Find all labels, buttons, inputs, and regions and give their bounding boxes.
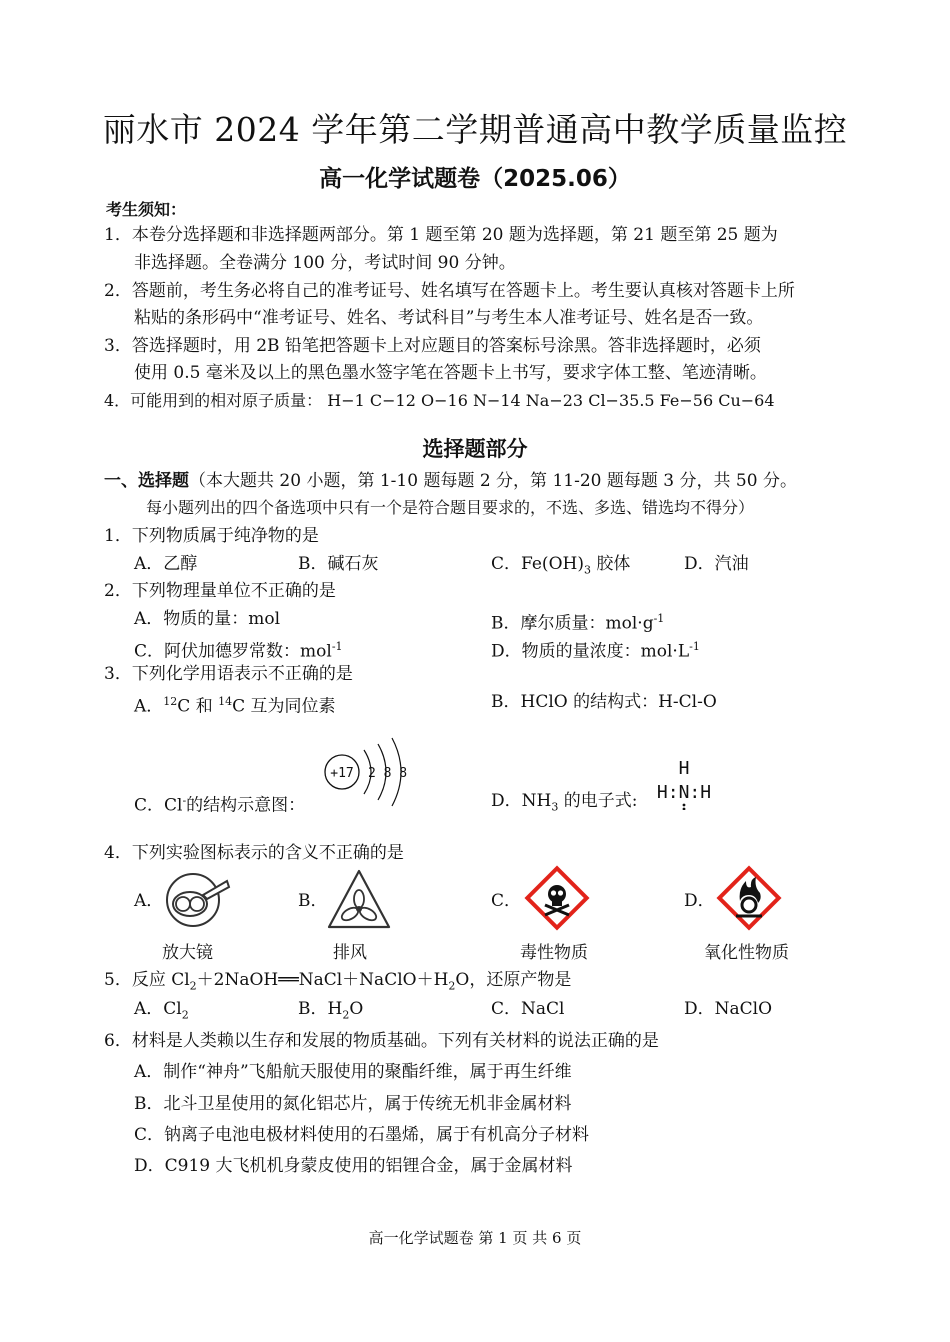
q3-c-post: 的结构示意图： — [186, 795, 306, 816]
q2-option-d — [491, 636, 700, 663]
q5-option-c: C．NaCl — [491, 999, 565, 1019]
q2-d-text: D．物质的量浓度：mol·L — [491, 641, 690, 662]
part-intro — [104, 470, 797, 492]
q3-d-post: 的电子式: — [558, 791, 638, 811]
q3-a-label: A． — [134, 696, 164, 717]
q3-option-a — [134, 691, 336, 718]
q5-option-b — [298, 998, 363, 1026]
q3-a-post: C 互为同位素 — [232, 696, 336, 717]
q5-stem-1: 5．反应 Cl — [104, 970, 190, 990]
q1-option-c — [491, 553, 630, 581]
part-desc-1: （本大题共 20 小题，第 1-10 题每题 2 分，第 11-20 题每题 3 分，共 50 分。 — [189, 471, 797, 491]
q6-option-c: C．钠离子电池电极材料使用的石墨烯，属于有机高分子材料 — [134, 1125, 590, 1145]
q3-d-sub: 3 — [551, 800, 559, 814]
q1-c-sub: 3 — [583, 563, 591, 577]
q4-label-a: A． — [134, 891, 164, 911]
q4-label-c: C． — [491, 891, 522, 911]
q1-option-b: B．碱石灰 — [298, 554, 379, 574]
lewis-lone-pair-dot — [683, 808, 686, 810]
ammonia-electron-formula — [648, 752, 718, 810]
q2-option-b — [491, 608, 664, 635]
q3-a-mid: C 和 — [177, 696, 219, 717]
q2-option-c — [134, 636, 343, 663]
q3-d-text: D．NH — [491, 791, 552, 811]
lewis-top-h: H — [678, 758, 690, 779]
q6-stem: 6．材料是人类赖以生存和发展的物质基础。下列有关材料的说法正确的是 — [104, 1031, 659, 1051]
q2-b-text: B．摩尔质量：mol·g — [491, 613, 654, 634]
q2-option-a: A．物质的量：mol — [134, 609, 281, 629]
notice-line-7: 4．可能用到的相对原子质量： H−1 C−12 O−16 N−14 Na−23 Cl−35.5 Fe−56 Cu−64 — [104, 391, 775, 410]
q2-c-text: C．阿伏加德罗常数：mol — [134, 641, 332, 662]
notice-heading: 考生须知： — [106, 200, 187, 219]
exhaust-fan-icon — [326, 867, 392, 933]
q1-stem: 1．下列物质属于纯净物的是 — [104, 526, 319, 546]
q3-a-sup2: 14 — [218, 695, 233, 708]
q6-option-d: D．C919 大飞机机身蒙皮使用的铝锂合金，属于金属材料 — [134, 1156, 573, 1176]
q4-caption-c: 毒性物质 — [520, 943, 588, 963]
notice-line-5: 3．答选择题时，用 2B 铅笔把答题卡上对应题目的答案标号涂黑。答非选择题时，必须 — [104, 336, 761, 356]
part-label: 一、选择题 — [104, 471, 189, 491]
magnifier-icon — [165, 867, 231, 933]
lewis-lone-pair-dot — [683, 804, 686, 807]
shell-electron-counts: 2 8 8 — [368, 766, 408, 781]
q4-caption-d: 氧化性物质 — [704, 943, 789, 963]
q5-a-sub: 2 — [181, 1008, 189, 1022]
q5-option-a — [134, 998, 189, 1026]
q5-stem-sub2: 2 — [448, 979, 456, 993]
q3-stem: 3．下列化学用语表示不正确的是 — [104, 664, 353, 684]
q4-label-d: D． — [684, 891, 715, 911]
exam-subtitle: 高一化学试题卷（2025.06） — [319, 166, 631, 192]
q5-a-text: A．Cl — [134, 999, 182, 1019]
q5-stem-sub1: 2 — [189, 979, 197, 993]
oxidizer-flame-icon — [716, 865, 782, 931]
q6-option-b: B．北斗卫星使用的氮化铝芯片，属于传统无机非金属材料 — [134, 1094, 572, 1114]
q3-c-sup: - — [182, 794, 187, 807]
q5-option-d: D．NaClO — [684, 999, 773, 1019]
q2-stem: 2．下列物理量单位不正确的是 — [104, 581, 336, 601]
section-title: 选择题部分 — [422, 437, 528, 461]
lewis-middle-row: H:N:H — [656, 782, 712, 803]
q1-option-d: D．汽油 — [684, 554, 749, 574]
page-footer: 高一化学试题卷 第 1 页 共 6 页 — [368, 1229, 582, 1247]
q1-option-a: A．乙醇 — [134, 554, 198, 574]
q4-caption-a: 放大镜 — [162, 943, 213, 963]
q4-caption-b: 排风 — [333, 943, 367, 963]
toxic-skull-icon — [524, 865, 590, 931]
notice-line-2: 非选择题。全卷满分 100 分，考试时间 90 分钟。 — [134, 253, 516, 273]
notice-line-6: 使用 0.5 毫米及以上的黑色墨水签字笔在答题卡上书写，要求字体工整、笔迹清晰。 — [134, 363, 767, 383]
notice-line-4: 粘贴的条形码中“准考证号、姓名、考试科目”与考生本人准考证号、姓名是否一致。 — [134, 308, 764, 328]
q5-b-text: B．H — [298, 999, 343, 1019]
q1-c-post: 胶体 — [590, 554, 631, 574]
q5-b-sub: 2 — [342, 1008, 350, 1022]
q3-a-sup1: 12 — [163, 695, 178, 708]
q2-d-sup: -1 — [689, 640, 700, 653]
q3-option-b: B．HClO 的结构式：H-Cl-O — [491, 692, 717, 712]
q5-stem-3: O，还原产物是 — [455, 970, 572, 990]
q4-stem: 4．下列实验图标表示的含义不正确的是 — [104, 843, 404, 863]
q2-c-sup: -1 — [331, 640, 343, 653]
exam-title: 丽水市 2024 学年第二学期普通高中教学质量监控 — [102, 110, 848, 149]
notice-line-3: 2．答题前，考生务必将自己的准考证号、姓名填写在答题卡上。考生要认真核对答题卡上所 — [104, 281, 795, 301]
q5-stem-2: ＋2NaOH══NaCl＋NaClO＋H — [196, 970, 449, 990]
nucleus-charge: +17 — [330, 766, 354, 781]
q6-option-a: A．制作“神舟”飞船航天服使用的聚酯纤维，属于再生纤维 — [134, 1062, 572, 1082]
q4-label-b: B． — [298, 891, 328, 911]
part-desc-2: 每小题列出的四个备选项中只有一个是符合题目要求的，不选、多选、错选均不得分） — [146, 498, 755, 517]
chloride-ion-structure-diagram — [320, 736, 416, 808]
q2-b-sup: -1 — [653, 612, 665, 625]
q5-stem — [104, 969, 571, 997]
q5-b-post: O — [349, 999, 364, 1019]
q1-c-text: C．Fe(OH) — [491, 554, 584, 574]
q3-c-text: C．Cl — [134, 795, 183, 816]
q3-option-c — [134, 790, 305, 817]
notice-line-1: 1．本卷分选择题和非选择题两部分。第 1 题至第 20 题为选择题，第 21 题至第 25 题为 — [104, 225, 778, 245]
q3-option-d — [491, 790, 637, 818]
